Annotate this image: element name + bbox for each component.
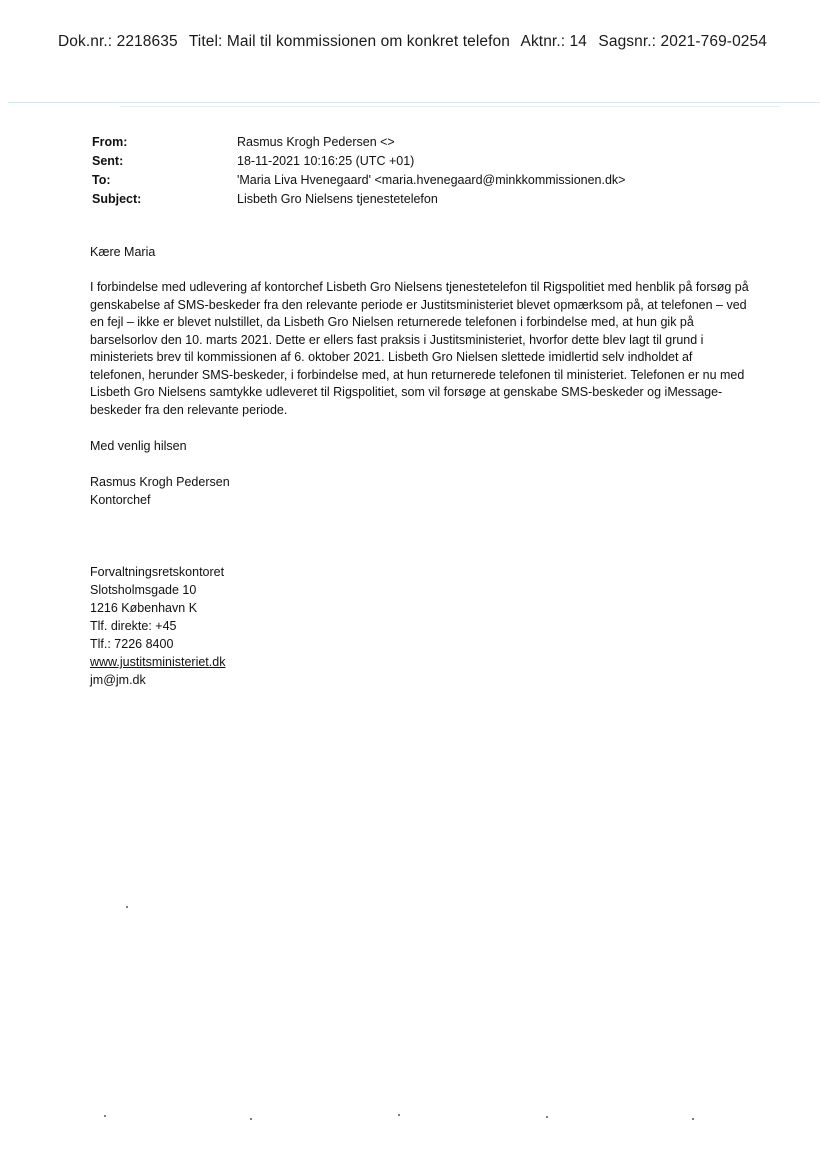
scan-speck xyxy=(250,1118,252,1120)
email-body xyxy=(90,243,780,689)
scan-speck xyxy=(546,1116,548,1118)
to-label: To: xyxy=(92,173,111,187)
scan-speck xyxy=(126,906,128,908)
from-value: Rasmus Krogh Pedersen <> xyxy=(237,135,395,149)
scan-speck xyxy=(398,1114,400,1116)
greeting: Kære Maria xyxy=(90,245,156,259)
subject-label: Subject: xyxy=(92,192,142,206)
email-subject-row xyxy=(92,190,625,209)
signature-title: Kontorchef xyxy=(90,493,151,507)
case-number: Sagsnr.: 2021-769-0254 xyxy=(598,33,767,50)
document-number: Dok.nr.: 2218635 xyxy=(58,33,178,50)
document-header xyxy=(58,33,774,51)
signature-block xyxy=(90,473,780,509)
document-title: Titel: Mail til kommissionen om konkret telefon xyxy=(188,33,510,50)
contact-block xyxy=(90,563,780,689)
email-from-row xyxy=(92,133,625,152)
phone-direct: Tlf. direkte: +45 xyxy=(90,619,177,633)
from-label: From: xyxy=(92,135,128,149)
city-address: 1216 København K xyxy=(90,601,198,615)
office-name: Forvaltningsretskontoret xyxy=(90,565,225,579)
to-value: 'Maria Liva Hvenegaard' <maria.hvenegaard@minkkommissionen.dk> xyxy=(237,173,626,187)
email-to-row xyxy=(92,171,625,190)
closing: Med venlig hilsen xyxy=(90,439,187,453)
contact-email: jm@jm.dk xyxy=(90,673,146,687)
sent-value: 18-11-2021 10:16:25 (UTC +01) xyxy=(237,154,415,168)
street-address: Slotsholmsgade 10 xyxy=(90,583,197,597)
scan-divider-faint xyxy=(120,106,780,107)
scan-speck xyxy=(692,1118,694,1120)
website-link[interactable]: www.justitsministeriet.dk xyxy=(90,655,226,669)
email-header xyxy=(92,133,625,209)
scan-divider xyxy=(8,102,820,103)
scan-speck xyxy=(104,1115,106,1117)
body-paragraph: I forbindelse med udlevering af kontorchef Lisbeth Gro Nielsens tjenestetelefon til Rigspolitiet med henblik på forsøg på genskabelse af SMS-beskeder fra den relevante periode er Justitsministeriet blevet opmærksom på, at telefonen – ved en fejl – ikke er blevet nulstillet, da Lisbeth Gro Nielsen returnerede telefonen i forbindelse med, at hun gik på barselsorlov den 10. marts 2021. Dette er ellers fast praksis i Justitsministeriet, hvorfor dette blev lagt til grund i ministeriets brev til kommissionen af 6. oktober 2021. Lisbeth Gro Nielsen slettede imidlertid selv indholdet af telefonen, herunder SMS-beskeder, i forbindelse med, at hun returnerede telefonen til ministeriet. Telefonen er nu med Lisbeth Gro Nielsens samtykke udleveret til Rigspolitiet, som vil forsøge at genskabe SMS-beskeder og iMessage-beskeder fra den relevante periode. xyxy=(90,280,749,417)
act-number: Aktnr.: 14 xyxy=(520,33,587,50)
email-sent-row xyxy=(92,152,625,171)
phone-main: Tlf.: 7226 8400 xyxy=(90,637,174,651)
subject-value: Lisbeth Gro Nielsens tjenestetelefon xyxy=(237,192,438,206)
sent-label: Sent: xyxy=(92,154,124,168)
signature-name: Rasmus Krogh Pedersen xyxy=(90,475,230,489)
